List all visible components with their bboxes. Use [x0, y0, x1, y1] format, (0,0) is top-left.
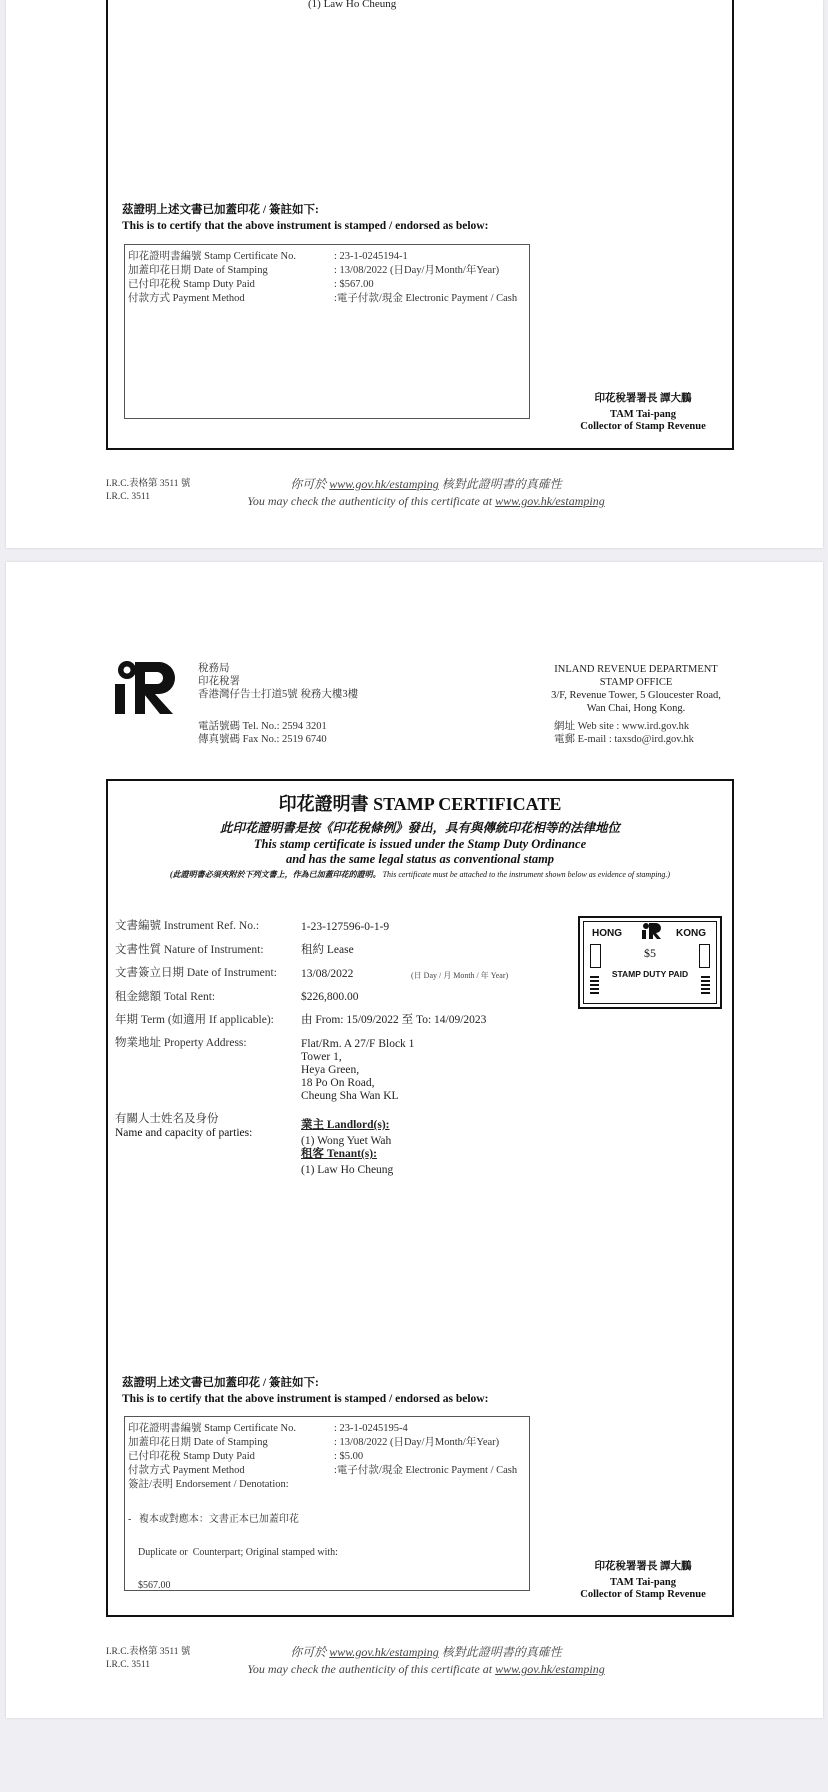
web-contacts [554, 720, 694, 746]
collector-title-zh: 印花稅署署長 譚大鵬 [594, 393, 692, 404]
collector-title-en: Collector of Stamp Revenue [580, 421, 706, 432]
stamp-kong: KONG [676, 928, 706, 939]
certify-heading-zh: 茲證明上述文書已加蓋印花 / 簽註如下: [122, 1377, 319, 1389]
parties-value [301, 1119, 393, 1177]
stamp-row: 付款方式 Payment Method :電子付款/現金 Electronic Payment / Cash [128, 1465, 518, 1476]
attachment-note: (此證明書必須夾附於下列文書上，作為已加蓋印花的證明。 This certificate must be attached to the instrument shown below as evidence of stamping.) [169, 870, 671, 879]
stamp-row: 已付印花稅 Stamp Duty Paid : $567.00 [128, 279, 374, 290]
stamp-row: 加蓋印花日期 Date of Stamping : 13/08/2022 (日Day/月Month/年Year) [128, 265, 500, 276]
certify-heading-en: This is to certify that the above instrument is stamped / endorsed as below: [122, 220, 489, 232]
collector-title-en: Collector of Stamp Revenue [580, 1589, 706, 1600]
stamp-row: 印花證明書編號 Stamp Certificate No. : 23-1-0245195-4 [128, 1423, 408, 1434]
instrument-ref-value: 1-23-127596-0-1-9 [301, 921, 390, 933]
date-format-hint: (日 Day / 月 Month / 年 Year) [411, 971, 509, 980]
property-address-label: 物業地址 Property Address: [115, 1037, 247, 1049]
nature-value: 租約 Lease [301, 944, 354, 956]
subtitle-zh: 此印花證明書是按《印花稅條例》發出，具有與傳統印花相等的法律地位 [219, 821, 620, 835]
phone-contacts [198, 720, 327, 746]
tenant-entry: (1) Law Ho Cheung [308, 0, 397, 10]
landlord-heading: 業主 Landlord(s): [301, 1119, 390, 1131]
tenant-entry: (1) Law Ho Cheung [301, 1164, 394, 1176]
collector-name: TAM Tai-pang [609, 409, 677, 420]
stamp-caption: STAMP DUTY PAID [611, 969, 689, 979]
stamp-row: 印花證明書編號 Stamp Certificate No. : 23-1-0245194-1 [128, 251, 408, 262]
stamp-ornament-icon [590, 974, 599, 994]
estamping-link[interactable]: www.gov.hk/estamping [495, 494, 605, 508]
estamping-link[interactable]: www.gov.hk/estamping [329, 1645, 439, 1659]
ird-logo-icon [111, 658, 181, 718]
date-of-instrument-label: 文書簽立日期 Date of Instrument: [115, 967, 277, 979]
subtitle-en-2: and has the same legal status as conventional stamp [285, 852, 555, 866]
collector-signature [568, 1561, 718, 1601]
date-of-instrument-value: 13/08/2022 [301, 968, 354, 980]
stamp-row: 加蓋印花日期 Date of Stamping : 13/08/2022 (日Day/月Month/年Year) [128, 1437, 500, 1448]
stamp-row: 付款方式 Payment Method :電子付款/現金 Electronic Payment / Cash [128, 293, 518, 304]
property-address-value: Flat/Rm. A 27/F Block 1 Tower 1, Heya Green, 18 Po On Road, Cheung Sha Wan KL [301, 1038, 415, 1102]
stamp-ornament-icon [590, 944, 601, 968]
total-rent-label: 租金總額 Total Rent: [115, 991, 216, 1003]
stamp-amount: $5 [644, 946, 656, 960]
total-rent-value: $226,800.00 [301, 991, 359, 1003]
term-value: 由 From: 15/09/2022 至 To: 14/09/2023 [301, 1014, 487, 1026]
fax-number: 傳真號碼 Fax No.: 2519 6740 [198, 734, 327, 745]
certificate-title: 印花證明書 STAMP CERTIFICATE [278, 794, 562, 814]
instrument-ref-label: 文書編號 Instrument Ref. No.: [115, 920, 260, 932]
form-number-zh: I.R.C.表格第 3511 號 [106, 1647, 191, 1657]
parties-label: 有關人士姓名及身份 Name and capacity of parties: [115, 1113, 253, 1139]
landlord-entry: (1) Wong Yuet Wah [301, 1135, 392, 1147]
certificate-page-2 [6, 562, 823, 1718]
term-label: 年期 Term (如適用 If applicable): [115, 1014, 274, 1026]
form-number-en: I.R.C. 3511 [106, 1660, 150, 1670]
stamp-details-box [124, 244, 530, 419]
form-number-en: I.R.C. 3511 [106, 492, 150, 502]
certify-heading-en: This is to certify that the above instrument is stamped / endorsed as below: [122, 1393, 489, 1405]
form-number-zh: I.R.C.表格第 3511 號 [106, 479, 191, 489]
nature-label: 文書性質 Nature of Instrument: [115, 944, 264, 956]
tel-number: 電話號碼 Tel. No.: 2594 3201 [198, 721, 327, 732]
stamp-row: 已付印花稅 Stamp Duty Paid : $5.00 [128, 1451, 364, 1462]
verify-notice: 你可於 www.gov.hk/estamping 核對此證明書的真確性 You may check the authenticity of this certificate at www.gov.hk/estamping [247, 1645, 605, 1676]
estamping-link[interactable]: www.gov.hk/estamping [495, 1662, 605, 1676]
collector-title-zh: 印花稅署署長 譚大鵬 [594, 1561, 692, 1572]
certificate-frame [106, 0, 734, 450]
stamp-duty-paid-stamp [578, 916, 722, 1009]
certificate-frame [106, 779, 734, 1617]
stamp-ornament-icon [699, 944, 710, 968]
certificate-page-1 [6, 0, 823, 548]
email[interactable]: 電郵 E-mail : taxsdo@ird.gov.hk [554, 734, 694, 745]
subtitle-en-1: This stamp certificate is issued under the Stamp Duty Ordinance [253, 837, 587, 851]
stamp-ornament-icon [701, 974, 710, 994]
website[interactable]: 網址 Web site : www.ird.gov.hk [554, 721, 690, 732]
stamp-details-box [124, 1416, 530, 1591]
verify-notice: 你可於 www.gov.hk/estamping 核對此證明書的真確性 You may check the authenticity of this certificate at www.gov.hk/estamping [247, 477, 605, 508]
endorsement-text: - 複本或對應本：文書正本已加蓋印花 Duplicate or Counterpart; Original stamped with: $567.00 [128, 1514, 338, 1591]
department-name-en: INLAND REVENUE DEPARTMENT STAMP OFFICE 3/F, Revenue Tower, 5 Gloucester Road, Wan Chai, Hong Kong. [551, 664, 721, 714]
endorsement-label: 簽註/表明 Endorsement / Denotation: [128, 1479, 289, 1490]
certify-heading-zh: 茲證明上述文書已加蓋印花 / 簽註如下: [122, 204, 319, 216]
collector-signature [568, 393, 718, 433]
collector-name: TAM Tai-pang [609, 1577, 677, 1588]
stamp-hong: HONG [592, 928, 622, 939]
tenant-heading: 租客 Tenant(s): [301, 1148, 377, 1160]
department-name-zh: 稅務局 印花稅署 香港灣仔告士打道5號 稅務大樓3樓 [198, 663, 359, 700]
estamping-link[interactable]: www.gov.hk/estamping [329, 477, 439, 491]
ird-mini-logo-icon [641, 922, 663, 940]
